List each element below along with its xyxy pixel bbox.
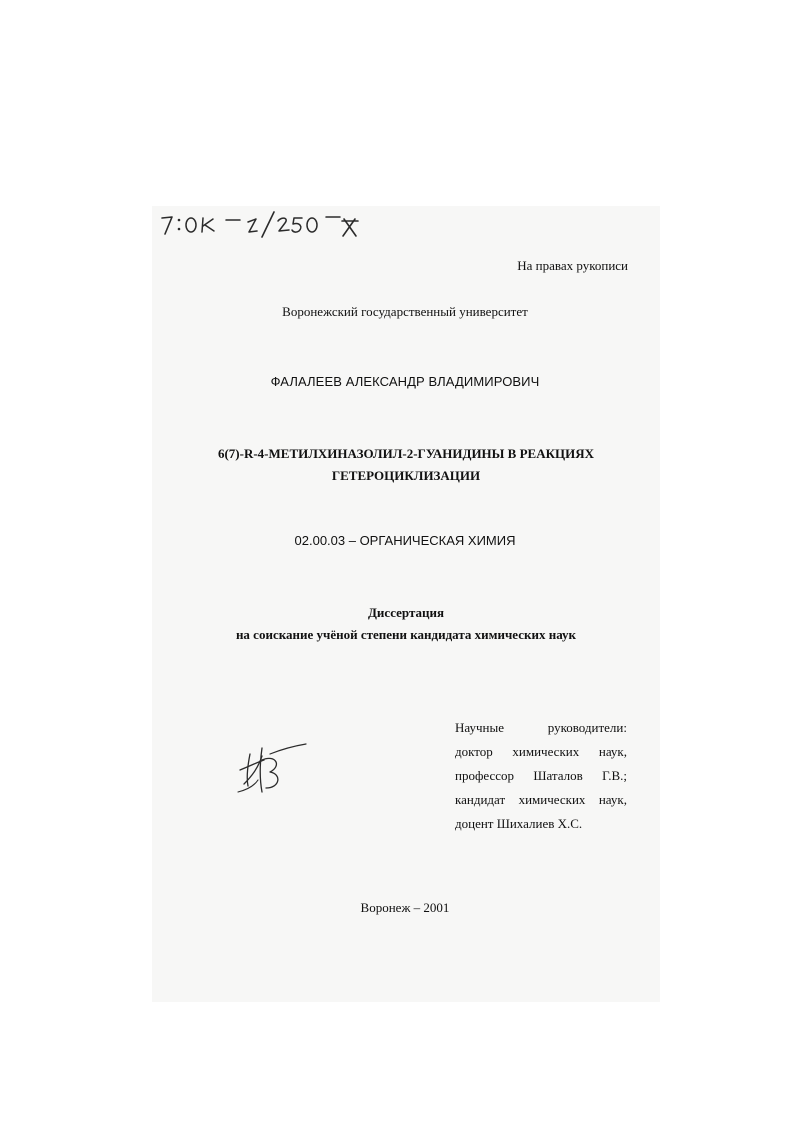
title-line-1: 6(7)-R-4-МЕТИЛХИНАЗОЛИЛ-2-ГУАНИДИНЫ В РЕАКЦИЯХ xyxy=(217,446,595,461)
handwritten-catalog-number xyxy=(158,206,378,238)
specialty-code: 02.00.03 – ОРГАНИЧЕСКАЯ ХИМИЯ xyxy=(294,533,516,548)
rights-note: На правах рукописи xyxy=(517,258,628,273)
supervisors-block: Научные руководители: доктор химических наук, профессор Шаталов Г.В.; кандидат химических наук, доцент Шихалиев Х.С. xyxy=(455,720,627,831)
city-year: Воронеж – 2001 xyxy=(360,900,450,915)
dissertation-title xyxy=(190,443,622,487)
degree-line: на соискание учёной степени кандидата химических наук xyxy=(235,627,577,642)
author-name: ФАЛАЛЕЕВ АЛЕКСАНДР ВЛАДИМИРОВИЧ xyxy=(270,374,540,389)
signature-mark xyxy=(236,740,312,798)
dissertation-label: Диссертация xyxy=(367,605,445,620)
dissertation-label-block xyxy=(190,602,622,646)
title-line-2: ГЕТЕРОЦИКЛИЗАЦИИ xyxy=(331,468,481,483)
university-name: Воронежский государственный университет xyxy=(282,304,528,319)
